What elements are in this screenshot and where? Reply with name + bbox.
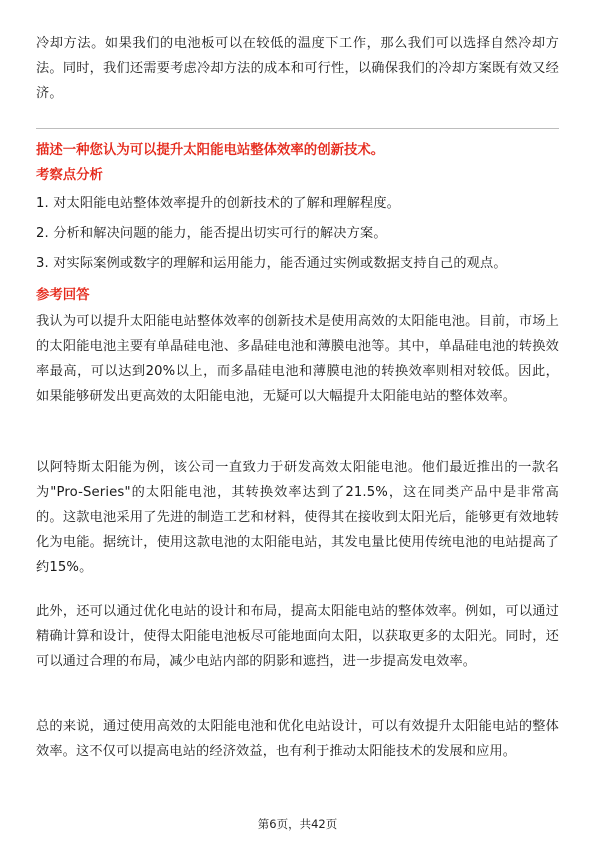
- answer-paragraph: 以阿特斯太阳能为例，该公司一直致力于研发高效太阳能电池。他们最近推出的一款名为"Pro-Series"的太阳能电池，其转换效率达到了21.5%，这在同类产品中是非常高的。这款电池采用了先进的制造工艺和材料，使得其在接收到太阳光后，能够更有效地转化为电能。据统计，使用这款电池的太阳能电站，其发电量比使用传统电池的电站提高了约15%。: [36, 460, 559, 575]
- analysis-point: 2. 分析和解决问题的能力，能否提出切实可行的解决方案。: [36, 226, 387, 241]
- analysis-title: 考察点分析: [36, 168, 103, 183]
- analysis-point: 3. 对实际案例或数字的理解和运用能力，能否通过实例或数据支持自己的观点。: [36, 256, 507, 271]
- answer-title: 参考回答: [36, 288, 90, 303]
- analysis-point: 1. 对太阳能电站整体效率提升的创新技术的了解和理解程度。: [36, 196, 400, 211]
- intro-paragraph: 冷却方法。如果我们的电池板可以在较低的温度下工作，那么我们可以选择自然冷却方法。同时，我们还需要考虑冷却方法的成本和可行性，以确保我们的冷却方案既有效又经济。: [36, 36, 559, 101]
- page-number: 第6页，共42页: [257, 817, 338, 831]
- answer-paragraph: 我认为可以提升太阳能电站整体效率的创新技术是使用高效的太阳能电池。目前，市场上的太阳能电池主要有单晶硅电池、多晶硅电池和薄膜电池等。其中，单晶硅电池的转换效率最高，可以达到20%以上，而多晶硅电池和薄膜电池的转换效率则相对较低。因此，如果能够研发出更高效的太阳能电池，无疑可以大幅提升太阳能电站的整体效率。: [36, 314, 559, 404]
- answer-paragraph: 此外，还可以通过优化电站的设计和布局，提高太阳能电站的整体效率。例如，可以通过精确计算和设计，使得太阳能电池板尽可能地面向太阳，以获取更多的太阳光。同时，还可以通过合理的布局，减少电站内部的阴影和遮挡，进一步提高发电效率。: [36, 604, 559, 669]
- section-divider: [36, 128, 559, 129]
- answer-paragraph: 总的来说，通过使用高效的太阳能电池和优化电站设计，可以有效提升太阳能电站的整体效率。这不仅可以提高电站的经济效益，也有利于推动太阳能技术的发展和应用。: [36, 719, 559, 759]
- question-heading: 描述一种您认为可以提升太阳能电站整体效率的创新技术。: [36, 143, 385, 158]
